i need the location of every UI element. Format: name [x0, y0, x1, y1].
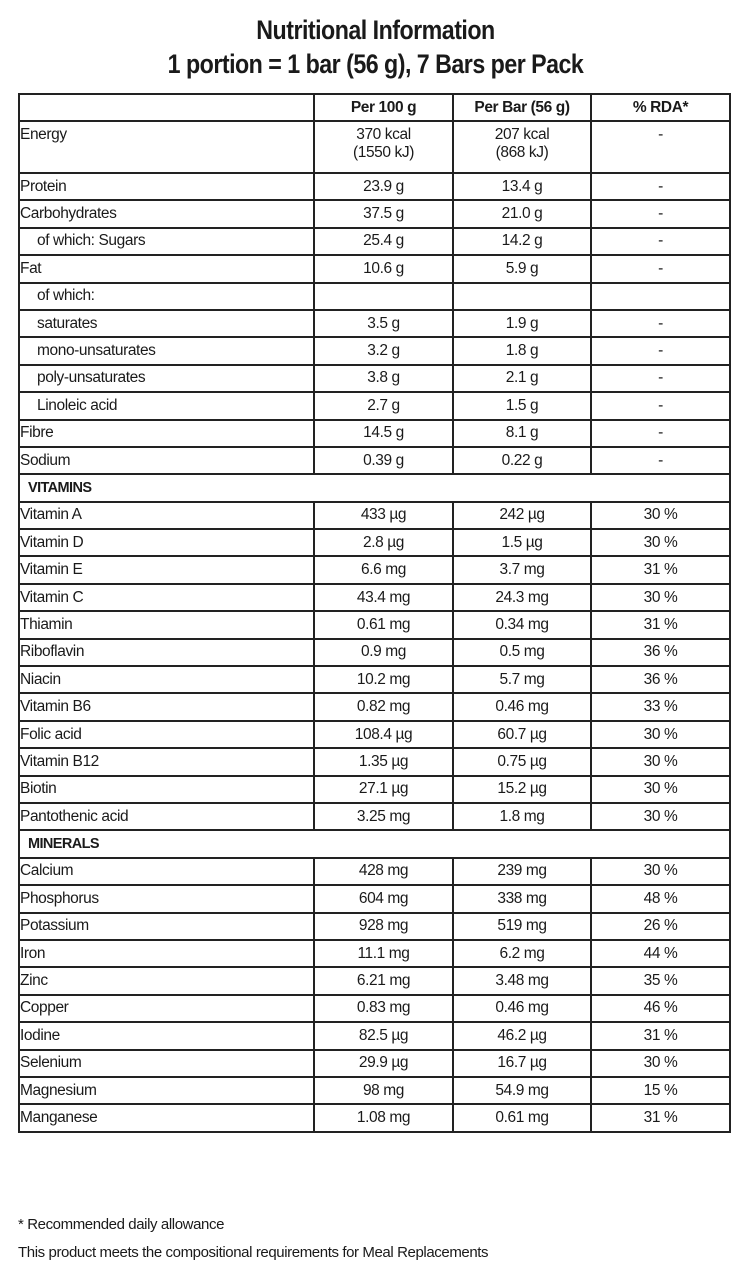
- per-bar-value: 14.2 g: [453, 228, 591, 255]
- rda-value: -: [591, 447, 730, 474]
- nutrient-label: Manganese: [19, 1104, 314, 1131]
- nutrient-label: mono-unsaturates: [19, 337, 314, 364]
- column-header-rda: % RDA*: [591, 94, 730, 121]
- per-100g-value: [314, 121, 453, 173]
- per-100g-kj: (1550 kJ): [352, 144, 414, 161]
- nutrient-label: Fibre: [19, 420, 314, 447]
- per-100g-value: 37.5 g: [314, 200, 453, 227]
- rda-value: -: [591, 420, 730, 447]
- per-bar-value: 0.46 mg: [453, 693, 591, 720]
- table-row: [19, 748, 730, 775]
- rda-value: 30 %: [591, 721, 730, 748]
- table-row: [19, 584, 730, 611]
- per-bar-value: 6.2 mg: [453, 940, 591, 967]
- nutrient-label: Pantothenic acid: [19, 803, 314, 830]
- per-bar-value: 3.48 mg: [453, 967, 591, 994]
- rda-value: -: [591, 392, 730, 419]
- per-100g-value: 10.6 g: [314, 255, 453, 282]
- rda-value: 46 %: [591, 995, 730, 1022]
- rda-value: -: [591, 337, 730, 364]
- nutrient-label: Iodine: [19, 1022, 314, 1049]
- table-row: [19, 995, 730, 1022]
- column-header-per-bar: Per Bar (56 g): [453, 94, 591, 121]
- per-bar-value: [453, 121, 591, 173]
- nutrient-label: Zinc: [19, 967, 314, 994]
- table-row: [19, 228, 730, 255]
- table-row: [19, 502, 730, 529]
- per-bar-value: 0.46 mg: [453, 995, 591, 1022]
- per-100g-value: 3.8 g: [314, 365, 453, 392]
- per-bar-value: 0.22 g: [453, 447, 591, 474]
- per-100g-value: 3.2 g: [314, 337, 453, 364]
- per-100g-value: 0.9 mg: [314, 639, 453, 666]
- rda-value: -: [591, 173, 730, 200]
- table-row: [19, 858, 730, 885]
- per-100g-value: 27.1 µg: [314, 776, 453, 803]
- section-vitamins: [19, 474, 730, 501]
- nutrition-table: [18, 93, 731, 1133]
- column-header-per-100g: Per 100 g: [314, 94, 453, 121]
- nutrient-label: Vitamin B12: [19, 748, 314, 775]
- table-row: [19, 1022, 730, 1049]
- nutrient-label: Carbohydrates: [19, 200, 314, 227]
- table-row: [19, 776, 730, 803]
- nutrient-label: Vitamin D: [19, 529, 314, 556]
- page-subtitle: 1 portion = 1 bar (56 g), 7 Bars per Pack: [167, 49, 584, 79]
- per-bar-value: 0.5 mg: [453, 639, 591, 666]
- nutrient-label: Riboflavin: [19, 639, 314, 666]
- per-bar-value: 5.7 mg: [453, 666, 591, 693]
- per-100g-value: 6.6 mg: [314, 556, 453, 583]
- rda-value: -: [591, 200, 730, 227]
- per-bar-value: 1.5 µg: [453, 529, 591, 556]
- table-row: [19, 639, 730, 666]
- nutrient-label: Folic acid: [19, 721, 314, 748]
- table-row: [19, 803, 730, 830]
- rda-value: 30 %: [591, 858, 730, 885]
- table-row: [19, 913, 730, 940]
- rda-value: 30 %: [591, 748, 730, 775]
- per-bar-value: 16.7 µg: [453, 1050, 591, 1077]
- per-bar-value: 2.1 g: [453, 365, 591, 392]
- per-bar-value: 54.9 mg: [453, 1077, 591, 1104]
- nutrient-label: Linoleic acid: [19, 392, 314, 419]
- table-row: [19, 200, 730, 227]
- per-100g-value: 29.9 µg: [314, 1050, 453, 1077]
- table-row: [19, 392, 730, 419]
- per-bar-value: 21.0 g: [453, 200, 591, 227]
- per-bar-value: 5.9 g: [453, 255, 591, 282]
- table-row: [19, 940, 730, 967]
- nutrient-label: Protein: [19, 173, 314, 200]
- nutrient-label: Vitamin C: [19, 584, 314, 611]
- rda-footnote: * Recommended daily allowance: [18, 1216, 225, 1233]
- nutrient-label: Biotin: [19, 776, 314, 803]
- table-row: [19, 365, 730, 392]
- per-100g-kcal: 370 kcal: [356, 126, 411, 143]
- per-100g-value: 0.83 mg: [314, 995, 453, 1022]
- per-100g-value: 25.4 g: [314, 228, 453, 255]
- table-header-row: [19, 94, 730, 121]
- table-row: [19, 611, 730, 638]
- nutrient-label: Calcium: [19, 858, 314, 885]
- rda-value: 36 %: [591, 639, 730, 666]
- nutrient-label: Iron: [19, 940, 314, 967]
- per-100g-value: 433 µg: [314, 502, 453, 529]
- table-row: [19, 529, 730, 556]
- per-100g-value: 3.5 g: [314, 310, 453, 337]
- per-bar-value: 1.9 g: [453, 310, 591, 337]
- nutrient-label: Selenium: [19, 1050, 314, 1077]
- column-header-nutrient: [19, 94, 314, 121]
- rda-value: 35 %: [591, 967, 730, 994]
- table-row: [19, 447, 730, 474]
- rda-value: [591, 283, 730, 310]
- rda-value: 31 %: [591, 611, 730, 638]
- per-bar-kj: (868 kJ): [495, 144, 549, 161]
- per-100g-value: 6.21 mg: [314, 967, 453, 994]
- per-bar-value: 239 mg: [453, 858, 591, 885]
- per-bar-value: 0.61 mg: [453, 1104, 591, 1131]
- per-100g-value: 0.39 g: [314, 447, 453, 474]
- table-row: [19, 420, 730, 447]
- nutrient-label: saturates: [19, 310, 314, 337]
- nutrient-label: Potassium: [19, 913, 314, 940]
- rda-value: 30 %: [591, 502, 730, 529]
- per-bar-kcal: 207 kcal: [494, 126, 550, 143]
- per-bar-value: 13.4 g: [453, 173, 591, 200]
- nutrient-label: poly-unsaturates: [19, 365, 314, 392]
- per-bar-value: 8.1 g: [453, 420, 591, 447]
- per-bar-value: 60.7 µg: [453, 721, 591, 748]
- per-bar-value: 24.3 mg: [453, 584, 591, 611]
- rda-value: -: [591, 121, 730, 173]
- per-bar-value: [453, 283, 591, 310]
- per-100g-value: 928 mg: [314, 913, 453, 940]
- per-100g-value: 2.7 g: [314, 392, 453, 419]
- rda-value: 31 %: [591, 556, 730, 583]
- rda-value: -: [591, 310, 730, 337]
- table-row: [19, 310, 730, 337]
- nutrient-label: of which:: [19, 283, 314, 310]
- per-bar-value: 0.34 mg: [453, 611, 591, 638]
- table-row: [19, 556, 730, 583]
- rda-value: 31 %: [591, 1104, 730, 1131]
- nutrient-label: Fat: [19, 255, 314, 282]
- rda-value: 33 %: [591, 693, 730, 720]
- table-row: [19, 693, 730, 720]
- rda-value: -: [591, 228, 730, 255]
- per-bar-value: 15.2 µg: [453, 776, 591, 803]
- table-row: [19, 967, 730, 994]
- per-bar-value: 1.5 g: [453, 392, 591, 419]
- per-bar-value: 3.7 mg: [453, 556, 591, 583]
- per-100g-value: 98 mg: [314, 1077, 453, 1104]
- rda-value: 15 %: [591, 1077, 730, 1104]
- nutrient-label: Copper: [19, 995, 314, 1022]
- nutrient-label: Niacin: [19, 666, 314, 693]
- table-row: [19, 1104, 730, 1131]
- per-bar-value: 242 µg: [453, 502, 591, 529]
- rda-value: 44 %: [591, 940, 730, 967]
- table-row: [19, 173, 730, 200]
- per-bar-value: 1.8 mg: [453, 803, 591, 830]
- nutrient-label: Energy: [19, 121, 314, 173]
- per-100g-value: 108.4 µg: [314, 721, 453, 748]
- per-100g-value: 2.8 µg: [314, 529, 453, 556]
- table-row: [19, 885, 730, 912]
- table-row: [19, 283, 730, 310]
- per-100g-value: 10.2 mg: [314, 666, 453, 693]
- rda-value: 48 %: [591, 885, 730, 912]
- nutrient-label: Vitamin A: [19, 502, 314, 529]
- nutrient-label: Vitamin E: [19, 556, 314, 583]
- per-100g-value: 14.5 g: [314, 420, 453, 447]
- table-row: [19, 1050, 730, 1077]
- per-100g-value: 82.5 µg: [314, 1022, 453, 1049]
- table-row: [19, 1077, 730, 1104]
- rda-value: 36 %: [591, 666, 730, 693]
- rda-value: -: [591, 255, 730, 282]
- rda-value: 30 %: [591, 584, 730, 611]
- per-100g-value: 1.08 mg: [314, 1104, 453, 1131]
- per-bar-value: 1.8 g: [453, 337, 591, 364]
- rda-value: 31 %: [591, 1022, 730, 1049]
- rda-value: -: [591, 365, 730, 392]
- rda-value: 30 %: [591, 529, 730, 556]
- per-bar-value: 0.75 µg: [453, 748, 591, 775]
- rda-value: 26 %: [591, 913, 730, 940]
- section-minerals: [19, 830, 730, 857]
- table-row: [19, 666, 730, 693]
- nutrient-label: Sodium: [19, 447, 314, 474]
- per-bar-value: 519 mg: [453, 913, 591, 940]
- nutrient-label: Magnesium: [19, 1077, 314, 1104]
- rda-value: 30 %: [591, 776, 730, 803]
- table-row: [19, 255, 730, 282]
- nutrient-label: Vitamin B6: [19, 693, 314, 720]
- per-100g-value: 428 mg: [314, 858, 453, 885]
- compliance-note: This product meets the compositional requirements for Meal Replacements: [18, 1244, 489, 1261]
- per-100g-value: 3.25 mg: [314, 803, 453, 830]
- table-row: [19, 337, 730, 364]
- per-100g-value: 11.1 mg: [314, 940, 453, 967]
- section-heading: MINERALS: [19, 830, 730, 857]
- nutrient-label: Phosphorus: [19, 885, 314, 912]
- per-100g-value: 1.35 µg: [314, 748, 453, 775]
- per-100g-value: 43.4 mg: [314, 584, 453, 611]
- per-100g-value: 0.61 mg: [314, 611, 453, 638]
- table-row-energy: [19, 121, 730, 173]
- rda-value: 30 %: [591, 1050, 730, 1077]
- per-100g-value: 23.9 g: [314, 173, 453, 200]
- page-title: Nutritional Information: [256, 15, 495, 45]
- per-bar-value: 46.2 µg: [453, 1022, 591, 1049]
- per-100g-value: [314, 283, 453, 310]
- nutrient-label: Thiamin: [19, 611, 314, 638]
- rda-value: 30 %: [591, 803, 730, 830]
- per-100g-value: 0.82 mg: [314, 693, 453, 720]
- per-bar-value: 338 mg: [453, 885, 591, 912]
- nutrient-label: of which: Sugars: [19, 228, 314, 255]
- per-100g-value: 604 mg: [314, 885, 453, 912]
- section-heading: VITAMINS: [19, 474, 730, 501]
- table-row: [19, 721, 730, 748]
